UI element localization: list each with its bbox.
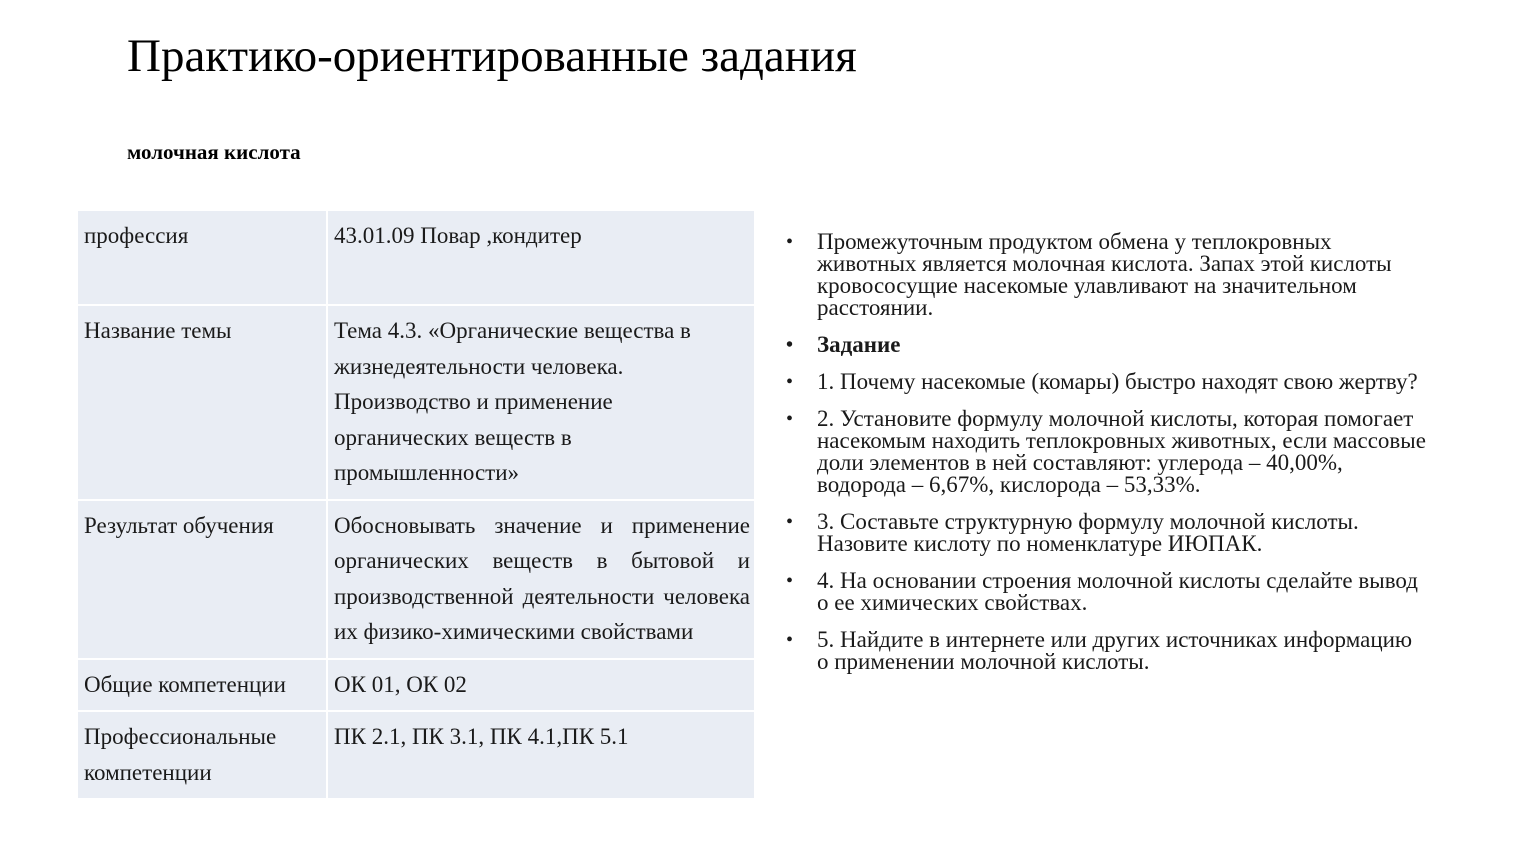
table-row [77,305,755,500]
task-heading: Задание [817,332,901,357]
row-value-general-competencies: ОК 01, ОК 02 [327,659,755,712]
list-item [786,334,1426,356]
question-5: 5. Найдите в интернете или других источниках информацию о применении молочной кислоты. [817,627,1413,674]
bullet-icon: • [786,570,794,592]
bullet-icon: • [786,408,794,430]
bullet-icon: • [786,334,794,356]
table-row [77,659,755,712]
slide-title: Практико-ориентированные задания [127,30,857,82]
row-value-profession: 43.01.09 Повар ,кондитер [327,210,755,305]
list-item [786,371,1426,393]
row-label-profession: профессия [77,210,327,305]
bullet-icon: • [786,231,794,253]
list-item [786,231,1426,319]
list-item [786,570,1426,614]
list-item [786,511,1426,555]
bullet-icon: • [786,629,794,651]
info-table [76,209,756,800]
row-label-topic: Название темы [77,305,327,500]
question-2: 2. Установите формулу молочной кислоты, которая помогает насекомым находить теплокровных животных, если массовые доли элементов в ней составляют: углерода – 40,00%, водорода – 6,67%, кислорода – 53,33%. [817,406,1426,497]
task-list [786,231,1426,688]
slide-subtitle: молочная кислота [127,140,301,164]
row-label-learning-result: Результат обучения [77,500,327,659]
table-row [77,500,755,659]
row-label-professional-competencies: Профессиональные компетенции [77,711,327,799]
list-item [786,629,1426,673]
row-value-topic: Тема 4.3. «Органические вещества в жизнедеятельности человека. Производство и применение органических веществ в промышленности» [327,305,755,500]
question-4: 4. На основании строения молочной кислоты сделайте вывод о ее химических свойствах. [817,568,1418,615]
intro-text: Промежуточным продуктом обмена у теплокровных животных является молочная кислота. Запах этой кислоты кровососущие насекомые улавливают на значительном расстоянии. [817,229,1392,320]
row-value-learning-result: Обосновывать значение и применение органических веществ в бытовой и производственной деятельности человека их физико-химическими свойствами [327,500,755,659]
question-1: 1. Почему насекомые (комары) быстро находят свою жертву? [817,369,1418,394]
row-label-general-competencies: Общие компетенции [77,659,327,712]
table-row [77,210,755,305]
bullet-icon: • [786,371,794,393]
question-3: 3. Составьте структурную формулу молочной кислоты. Назовите кислоту по номенклатуре ИЮПАК. [817,509,1359,556]
row-value-professional-competencies: ПК 2.1, ПК 3.1, ПК 4.1,ПК 5.1 [327,711,755,799]
table-row [77,711,755,799]
bullet-icon: • [786,511,794,533]
list-item [786,408,1426,496]
